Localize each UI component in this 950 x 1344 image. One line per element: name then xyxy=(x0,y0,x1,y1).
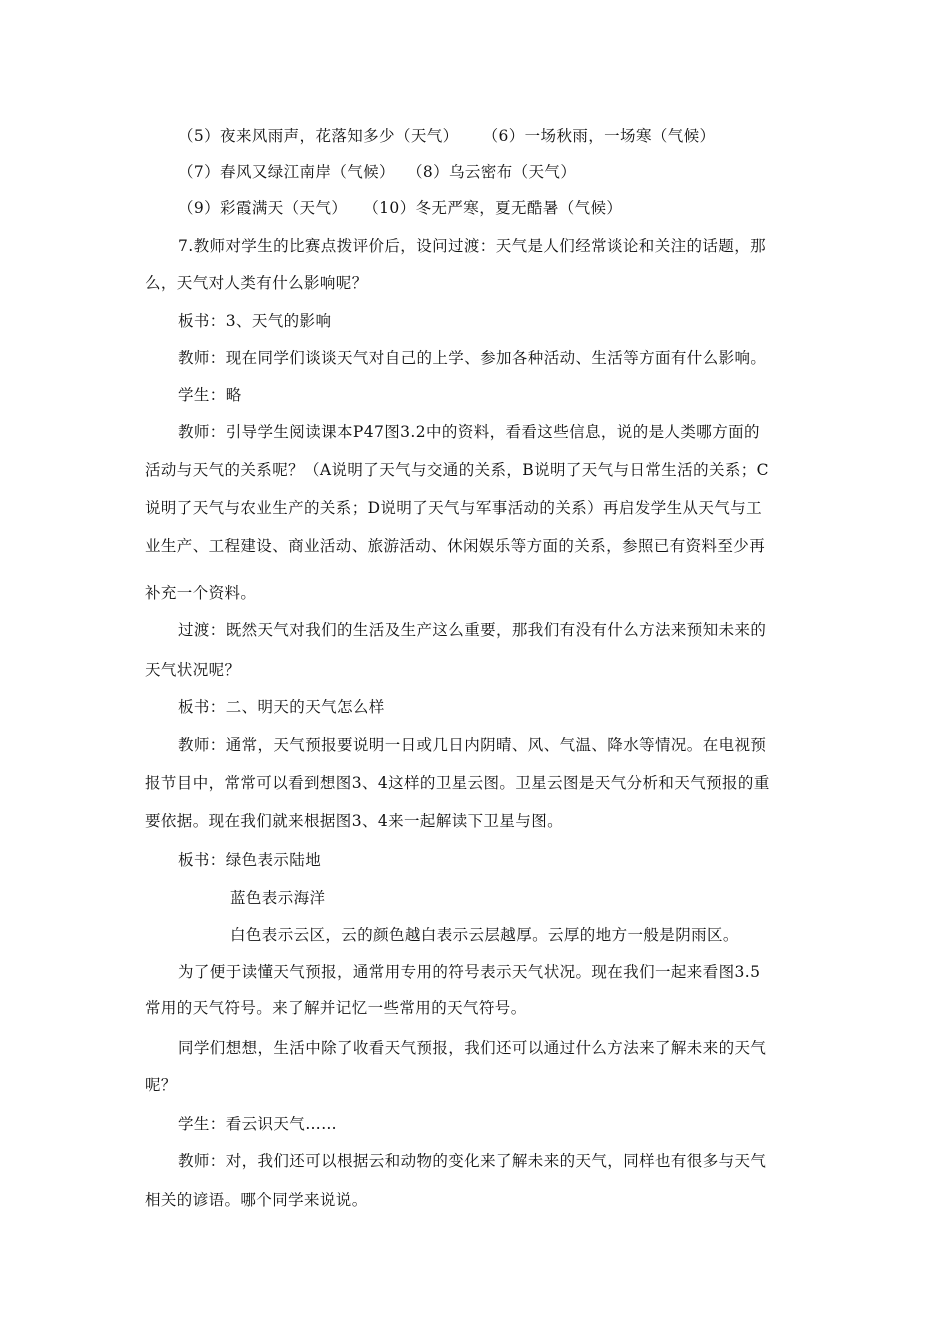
teacher-3-line-1: 教师：通常，天气预报要说明一日或几日内阴晴、风、气温、降水等情况。在电视预 xyxy=(178,736,767,754)
symbols-line-2: 常用的天气符号。来了解并记忆一些常用的天气符号。 xyxy=(145,999,527,1017)
example-10: （10）冬无严寒，夏无酷暑（气候） xyxy=(363,199,623,217)
teacher-2-line-4: 业生产、工程建设、商业活动、旅游活动、休闲娱乐等方面的关系，参照已有资料至少再 xyxy=(145,537,766,555)
transition-line-2: 天气状况呢？ xyxy=(145,661,241,679)
example-8: （8）乌云密布（天气） xyxy=(406,163,577,181)
example-5: （5）夜来风雨声，花落知多少（天气） xyxy=(178,127,459,145)
teacher-2-line-3: 说明了天气与农业生产的关系；D说明了天气与军事活动的关系）再启发学生从天气与工 xyxy=(145,499,763,517)
think-line-1: 同学们想想，生活中除了收看天气预报，我们还可以通过什么方法来了解未来的天气 xyxy=(178,1039,767,1057)
teacher-3-line-3: 要依据。现在我们就来根据图3、4来一起解读下卫星与图。 xyxy=(145,812,564,830)
student-line-1: 学生：略 xyxy=(178,386,242,404)
example-line-7-8 xyxy=(178,162,576,182)
example-line-9-10 xyxy=(178,198,622,218)
teacher-4-line-1: 教师：对，我们还可以根据云和动物的变化来了解未来的天气，同样也有很多与天气 xyxy=(178,1152,767,1170)
example-6: （6）一场秋雨，一场寒（气候） xyxy=(482,127,716,145)
example-line-5-6 xyxy=(178,126,715,146)
student-line-2: 学生：看云识天气…… xyxy=(178,1115,338,1133)
teacher-4-line-2: 相关的谚语。哪个同学来说说。 xyxy=(145,1191,368,1209)
transition-line-1: 过渡：既然天气对我们的生活及生产这么重要，那我们有没有什么方法来预知未来的 xyxy=(178,621,767,639)
board-3-blue: 蓝色表示海洋 xyxy=(230,889,326,907)
teacher-3-line-2: 报节目中，常常可以看到想图3、4这样的卫星云图。卫星云图是天气分析和天气预报的重 xyxy=(145,774,770,792)
board-heading-2: 板书：二、明天的天气怎么样 xyxy=(178,698,385,716)
board-3-white: 白色表示云区，云的颜色越白表示云层越厚。云厚的地方一般是阴雨区。 xyxy=(230,926,739,944)
board-heading-3: 板书：绿色表示陆地 xyxy=(178,851,322,869)
example-9: （9）彩霞满天（天气） xyxy=(178,199,348,217)
teacher-2-line-1: 教师：引导学生阅读课本P47图3.2中的资料，看看这些信息，说的是人类哪方面的 xyxy=(178,423,760,441)
paragraph-7-line-1: 7.教师对学生的比赛点拨评价后，设问过渡：天气是人们经常谈论和关注的话题，那 xyxy=(178,237,766,255)
teacher-2-line-2: 活动与天气的关系呢？（A说明了天气与交通的关系，B说明了天气与日常生活的关系；C xyxy=(145,461,769,479)
paragraph-7-line-2: 么，天气对人类有什么影响呢？ xyxy=(145,274,368,292)
teacher-line-1: 教师：现在同学们谈谈天气对自己的上学、参加各种活动、生活等方面有什么影响。 xyxy=(178,349,767,367)
example-7: （7）春风又绿江南岸（气候） xyxy=(178,163,395,181)
teacher-2-line-5: 补充一个资料。 xyxy=(145,584,257,602)
board-heading-1: 板书：3、天气的影响 xyxy=(178,312,332,330)
think-line-2: 呢？ xyxy=(145,1076,177,1094)
symbols-line-1: 为了便于读懂天气预报，通常用专用的符号表示天气状况。现在我们一起来看图3.5 xyxy=(178,963,761,981)
